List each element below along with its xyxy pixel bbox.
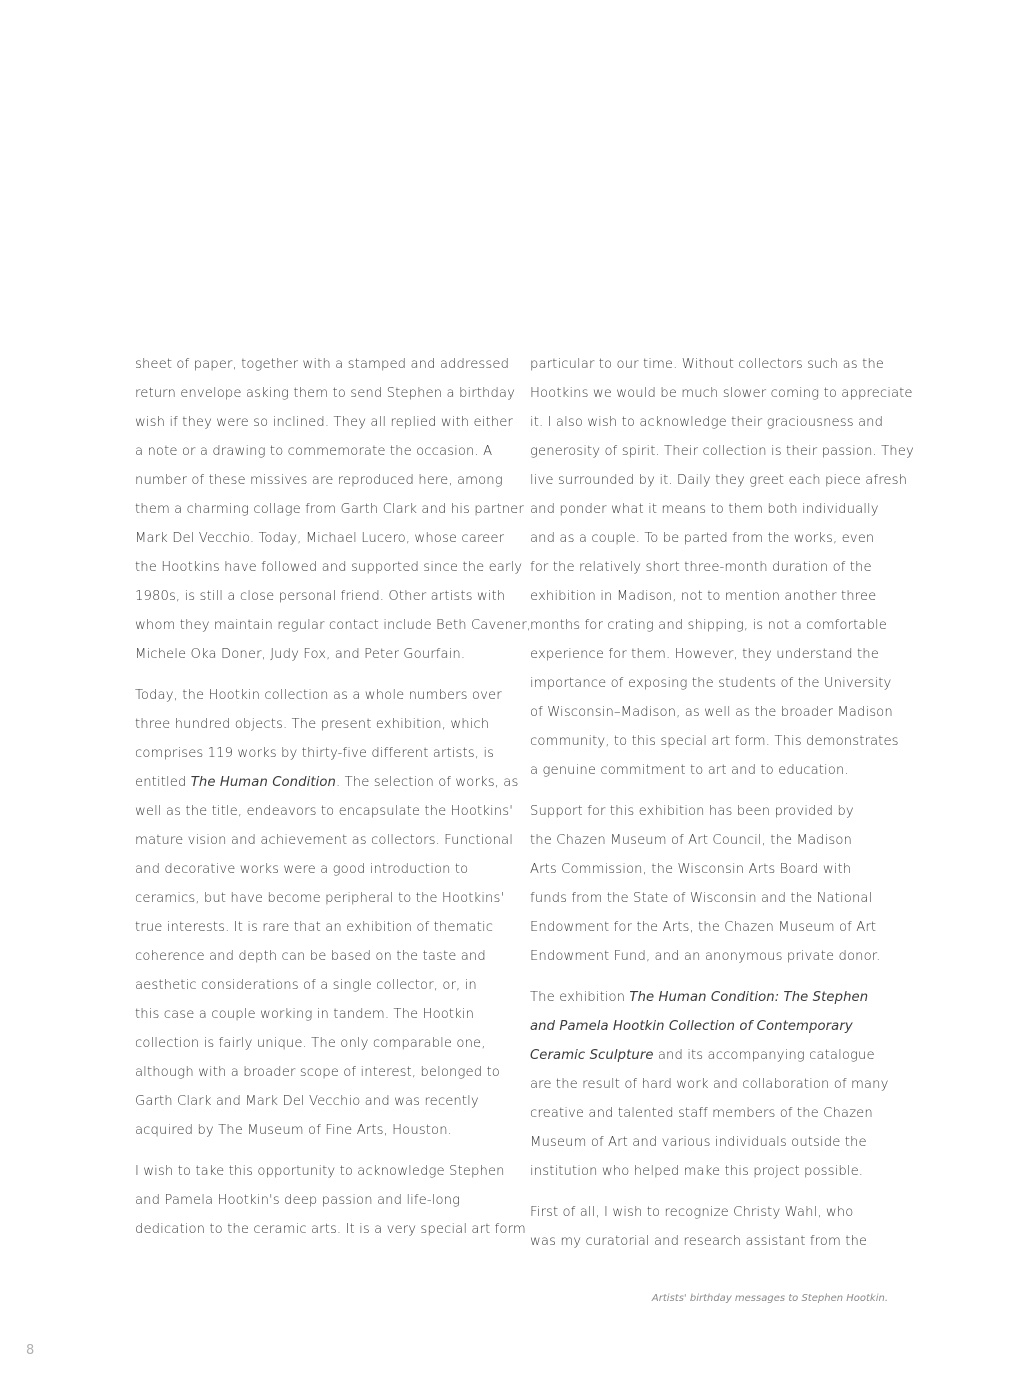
text-line: was my curatorial and research assistant from the	[530, 1234, 868, 1249]
paragraph-recognition	[530, 1198, 900, 1256]
text-fragment: The exhibition	[530, 990, 630, 1005]
text-line: of Wisconsin–Madison, as well as the broader Madison	[530, 705, 893, 720]
text-line: institution who helped make this project possible.	[530, 1164, 864, 1179]
text-line: particular to our time. Without collectors such as the	[530, 357, 885, 372]
text-line: them a charming collage from Garth Clark and his partner	[135, 502, 524, 517]
text-line: and as a couple. To be parted from the works, even	[530, 531, 875, 546]
text-line: Support for this exhibition has been provided by	[530, 804, 854, 819]
exhibition-title: The Human Condition	[190, 775, 337, 790]
paragraph-acknowledgement	[135, 1157, 526, 1244]
text-line: months for crating and shipping, is not a comfortable	[530, 618, 887, 633]
text-line: acquired by The Museum of Fine Arts, Houston.	[135, 1123, 452, 1138]
text-line: creative and talented staff members of the Chazen	[530, 1106, 873, 1121]
text-line: aesthetic considerations of a single collector, or, in	[135, 978, 477, 993]
text-line	[530, 1041, 900, 1070]
text-line: experience for them. However, they understand the	[530, 647, 879, 662]
text-line	[135, 768, 519, 797]
text-fragment: and its accompanying catalogue	[653, 1048, 875, 1063]
paragraph-support	[530, 797, 900, 971]
text-line: a genuine commitment to art and to education.	[530, 763, 849, 778]
text-line: return envelope asking them to send Stephen a birthday	[135, 386, 516, 401]
exhibition-title: Ceramic Sculpture	[530, 1048, 654, 1063]
text-line: 1980s, is still a close personal friend. Other artists with	[135, 589, 506, 604]
text-line: Garth Clark and Mark Del Vecchio and was recently	[135, 1094, 479, 1109]
text-line: dedication to the ceramic arts. It is a very special art form	[135, 1222, 526, 1237]
exhibition-title: The Human Condition: The Stephen	[629, 990, 869, 1005]
text-line: wish if they were so inclined. They all replied with either	[135, 415, 513, 430]
text-line: importance of exposing the students of the University	[530, 676, 892, 691]
paragraph-exhibition-catalogue	[530, 983, 900, 1186]
text-line: and decorative works were a good introduction to	[135, 862, 469, 877]
text-line: ceramics, but have become peripheral to the Hootkins'	[135, 891, 505, 906]
text-line: exhibition in Madison, not to mention another three	[530, 589, 877, 604]
text-line: Hootkins we would be much slower coming to appreciate	[530, 386, 913, 401]
text-line: mature vision and achievement as collectors. Functional	[135, 833, 513, 848]
left-column	[135, 350, 532, 1256]
text-line: I wish to take this opportunity to acknowledge Stephen	[135, 1164, 505, 1179]
text-line: are the result of hard work and collaboration of many	[530, 1077, 889, 1092]
text-line: number of these missives are reproduced here, among	[135, 473, 503, 488]
exhibition-title: and Pamela Hootkin Collection of Contemporary	[530, 1019, 853, 1034]
text-line: and ponder what it means to them both individually	[530, 502, 879, 517]
image-caption: Artists' birthday messages to Stephen Hootkin.	[651, 1293, 888, 1304]
text-fragment: entitled	[135, 775, 191, 790]
text-line: a note or a drawing to commemorate the occasion. A	[135, 444, 493, 459]
text-line: comprises 119 works by thirty-five different artists, is	[135, 746, 495, 761]
text-line: Endowment for the Arts, the Chazen Museum of Art	[530, 920, 877, 935]
text-line: community, to this special art form. This demonstrates	[530, 734, 899, 749]
text-line: for the relatively short three-month duration of the	[530, 560, 872, 575]
text-line: and Pamela Hootkin's deep passion and life-long	[135, 1193, 461, 1208]
text-line: whom they maintain regular contact include Beth Cavener,	[135, 618, 532, 633]
text-line: although with a broader scope of interest, belonged to	[135, 1065, 500, 1080]
paragraph-collection	[135, 681, 519, 1145]
text-line: generosity of spirit. Their collection is their passion. They	[530, 444, 914, 459]
paragraph-collectors	[530, 350, 914, 785]
text-line: this case a couple working in tandem. The Hootkin	[135, 1007, 475, 1022]
text-line	[530, 1012, 900, 1041]
text-line: Mark Del Vecchio. Today, Michael Lucero, whose career	[135, 531, 505, 546]
text-line: it. I also wish to acknowledge their graciousness and	[530, 415, 884, 430]
right-column	[530, 350, 914, 1268]
text-line: Arts Commission, the Wisconsin Arts Board with	[530, 862, 852, 877]
text-line: coherence and depth can be based on the taste and	[135, 949, 486, 964]
text-line: Museum of Art and various individuals outside the	[530, 1135, 867, 1150]
text-line: the Hootkins have followed and supported since the early	[135, 560, 523, 575]
text-fragment: . The selection of works, as	[336, 775, 519, 790]
text-line: Today, the Hootkin collection as a whole numbers over	[135, 688, 502, 703]
text-line: well as the title, endeavors to encapsulate the Hootkins'	[135, 804, 513, 819]
text-line: funds from the State of Wisconsin and the National	[530, 891, 873, 906]
text-line	[530, 983, 900, 1012]
text-line: Michele Oka Doner, Judy Fox, and Peter Gourfain.	[135, 647, 466, 662]
paragraph-birthday-wishes	[135, 350, 532, 669]
text-line: live surrounded by it. Daily they greet each piece afresh	[530, 473, 908, 488]
text-line: collection is fairly unique. The only comparable one,	[135, 1036, 486, 1051]
text-line: true interests. It is rare that an exhibition of thematic	[135, 920, 494, 935]
page-number: 8	[26, 1343, 35, 1358]
text-line: sheet of paper, together with a stamped and addressed	[135, 357, 510, 372]
text-line: First of all, I wish to recognize Christy Wahl, who	[530, 1205, 854, 1220]
text-line: the Chazen Museum of Art Council, the Madison	[530, 833, 852, 848]
text-line: three hundred objects. The present exhibition, which	[135, 717, 490, 732]
text-line: Endowment Fund, and an anonymous private donor.	[530, 949, 881, 964]
